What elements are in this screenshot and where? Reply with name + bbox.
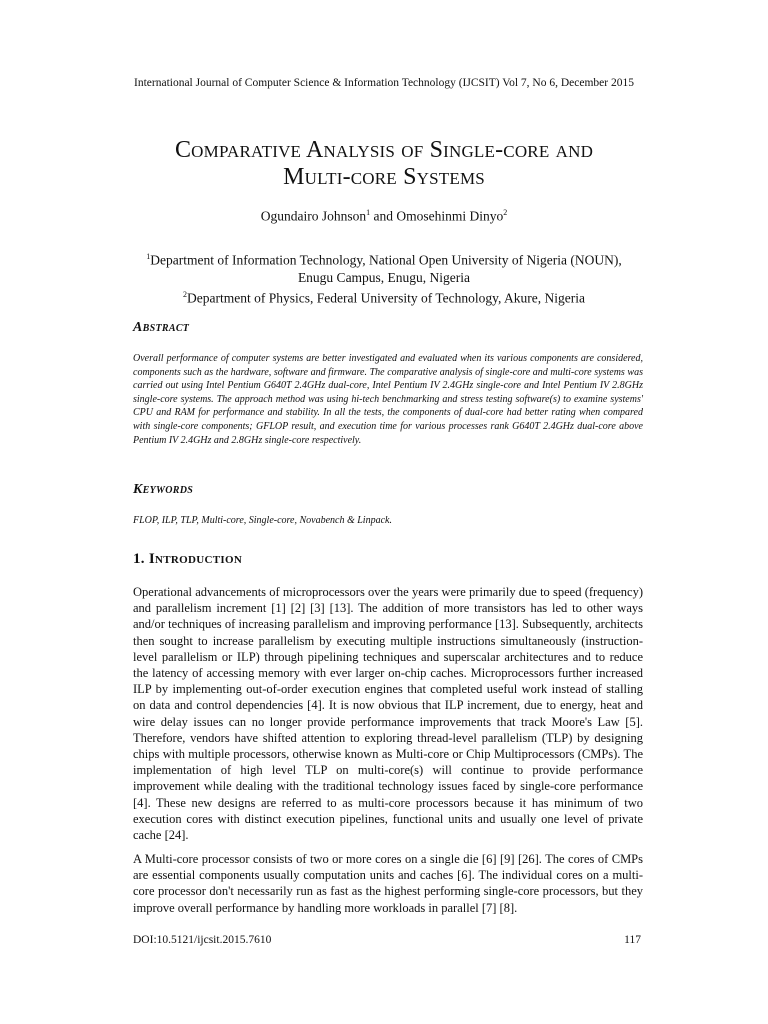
introduction-paragraph-1: Operational advancements of microprocessors over the years were primarily due to speed (frequency) and parallelism increment [1] [2] [3] [13]. The addition of more transistors has led to other ways and/or techniques of increasing parallelism and improving performance [13]. Subsequently, architects then sought to increase parallelism by executing multiple instructions simultaneously (instruction-level parallelism or ILP) through pipelining techniques and superscalar architectures and to reduce the latency of accessing memory with ever larger on-chip caches. Microprocessors further increased ILP by implementing out-of-order execution engines that completed useful work instead of stalling on data and control dependencies [4]. It is now obvious that ILP increment, due to energy, heat and wire delay issues can no longer provide performance improvements that track Moore's Law [5]. Therefore, vendors have shifted attention to exploring thread-level parallelism (TLP) by designing chips with multiple processors, otherwise known as Multi-core or Chip Multiprocessors (CMPs). The implementation of high level TLP on multi-core(s) will continue to provide performance improvement while dealing with the traditional technology issues faced by single-core performance [4]. These new designs are referred to as multi-core processors because it has minimum of two execution cores with distinct execution pipelines, functional units and usually one level of private cache [24]. (133, 585, 643, 843)
affiliation-1-line-1: Department of Information Technology, National Open University of Nigeria (NOUN), (150, 252, 622, 268)
keywords-body: FLOP, ILP, TLP, Multi-core, Single-core, Novabench & Linpack. (133, 515, 392, 526)
affiliation-1 (0, 248, 768, 269)
author-1-sup: 1 (366, 208, 371, 217)
abstract-body: Overall performance of computer systems are better investigated and evaluated when its various components are considered, components such as the hardware, software and firmware. The comparative analysis of single-core and multi-core systems was carried out using Intel Pentium G640T 2.4GHz dual-core, Intel Pentium IV 2.4GHz single-core and Intel Pentium IV 2.8GHz single-core systems. The approach method was using hi-tech benchmarking and stress testing software(s) to examine systems' CPU and RAM for performance and stability. In all the tests, the components of dual-core had better rating when compared with single-core components; GFLOP result, and execution time for various processes rank G640T 2.4GHz dual-core above Pentium IV 2.4GHz and 2.8GHz single-core respectively. (133, 353, 643, 446)
introduction-paragraph-2: A Multi-core processor consists of two or more cores on a single die [6] [9] [26]. The cores of CMPs are essential components usually computation units and caches [6]. The individual cores on a multi-core processor don't necessarily run as fast as the highest performing single-core processors, but they improve overall performance by handling more workloads in parallel [7] [8]. (133, 852, 643, 915)
affiliation-1-sup: 1 (146, 252, 151, 261)
affiliation-1-line-2: Enugu Campus, Enugu, Nigeria (297, 269, 471, 285)
affiliations (0, 248, 768, 306)
abstract-heading: Abstract (133, 320, 190, 335)
introduction-heading: 1. Introduction (133, 551, 243, 567)
author-2-sup: 2 (503, 208, 508, 217)
author-2-name: Omosehinmi Dinyo (396, 208, 504, 224)
affiliation-2-sup: 2 (183, 289, 188, 299)
author-1-name: Ogundairo Johnson (260, 208, 367, 224)
page-number: 117 (624, 934, 641, 946)
affiliation-2-line-1: Department of Physics, Federal University of Technology, Akure, Nigeria (187, 290, 585, 305)
title-line-2: Multi-core Systems (283, 164, 485, 190)
keywords-heading: Keywords (133, 482, 194, 497)
affiliation-2 (0, 286, 768, 307)
paper-title (0, 137, 768, 191)
journal-header: International Journal of Computer Science & Information Technology (IJCSIT) Vol 7, No 6, December 2015 (134, 77, 634, 89)
author-conjunction: and (370, 208, 397, 224)
footer-doi: DOI:10.5121/ijcsit.2015.7610 (133, 934, 272, 946)
title-line-1: Comparative Analysis of Single-core and (174, 137, 594, 163)
author-list (0, 208, 768, 225)
